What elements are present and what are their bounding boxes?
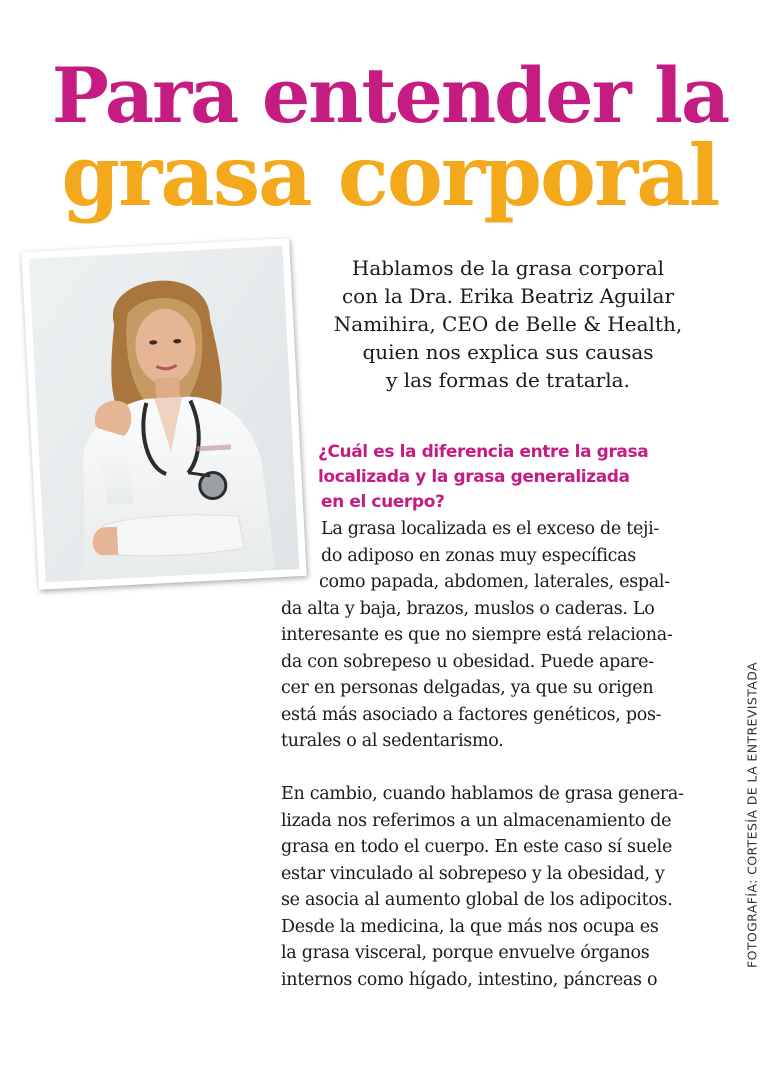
headline-line-1: Para entender la — [51, 51, 729, 140]
body-line: estar vinculado al sobrepeso y la obesidad, y — [281, 863, 665, 884]
body-line: grasa en todo el cuerpo. En este caso sí suele — [281, 837, 673, 857]
body-line: como papada, abdomen, laterales, espal- — [319, 572, 670, 592]
body-line: turales o al sedentarismo. — [281, 731, 504, 751]
body-line: lizada nos referimos a un almacenamiento de — [281, 810, 672, 831]
body-line: cer en personas delgadas, ya que su origen — [281, 678, 654, 698]
body-line: Desde la medicina, la que más nos ocupa es — [281, 916, 659, 937]
question-line: ¿Cuál es la diferencia entre la grasa — [318, 442, 649, 462]
body-line: do adiposo en zonas muy específicas — [321, 545, 636, 566]
body-line: internos como hígado, intestino, páncreas o — [281, 969, 658, 990]
portrait-photo — [21, 238, 306, 590]
interview-question — [318, 440, 698, 515]
answer-body-text — [281, 516, 701, 993]
question-line: localizada y la grasa generalizada — [318, 467, 630, 487]
body-line: En cambio, cuando hablamos de grasa genera- — [281, 784, 684, 804]
body-line: La grasa localizada es el exceso de teji- — [321, 519, 660, 539]
intro-line: con la Dra. Erika Beatriz Aguilar — [341, 284, 675, 308]
body-line: da alta y baja, brazos, muslos o caderas. Lo — [281, 598, 655, 619]
photo-credit: FOTOGRAFÍA: CORTESÍA DE LA ENTREVISTADA — [744, 661, 760, 969]
question-line: en el cuerpo? — [321, 492, 445, 512]
doctor-portrait-image — [29, 246, 300, 583]
intro-line: Hablamos de la grasa corporal — [351, 256, 665, 280]
intro-line: Namihira, CEO de Belle & Health, — [333, 312, 683, 336]
body-line: se asocia al aumento global de los adipocitos. — [281, 890, 673, 910]
headline-line-2: grasa corporal — [61, 126, 719, 225]
body-line: da con sobrepeso u obesidad. Puede apare- — [281, 651, 654, 672]
body-line: interesante es que no siempre está relaciona- — [281, 625, 673, 645]
body-line: la grasa visceral, porque envuelve órganos — [281, 943, 650, 963]
intro-paragraph — [308, 254, 708, 394]
body-line: está más asociado a factores genéticos, pos- — [281, 704, 662, 725]
intro-line: quien nos explica sus causas — [362, 340, 654, 364]
intro-line: y las formas de tratarla. — [386, 368, 630, 392]
paragraph-gap — [281, 755, 701, 782]
